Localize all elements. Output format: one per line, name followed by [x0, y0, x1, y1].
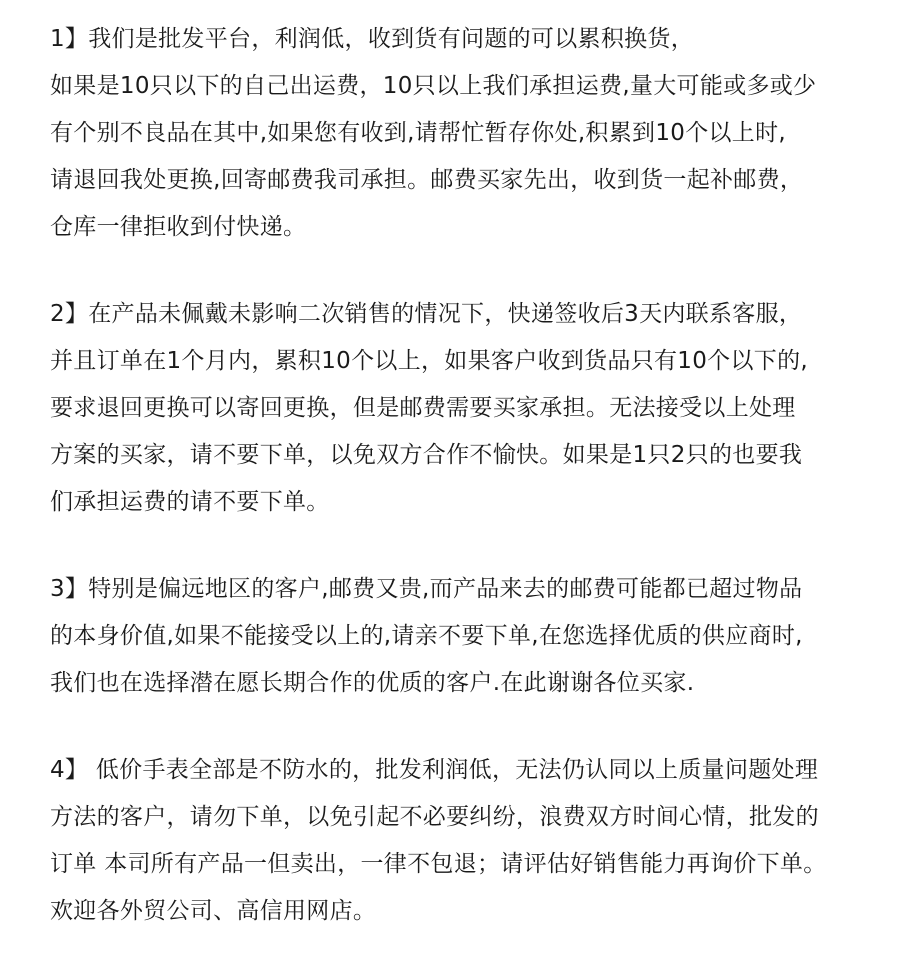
policy-paragraph-3	[50, 566, 890, 707]
paragraph-line: 3】特别是偏远地区的客户,邮费又贵,而产品来去的邮费可能都已超过物品	[50, 576, 803, 602]
paragraph-line: 方法的客户，请勿下单，以免引起不必要纠纷，浪费双方时间心情，批发的	[50, 804, 819, 830]
paragraph-line: 4】 低价手表全部是不防水的，批发利润低，无法仍认同以上质量问题处理	[50, 757, 819, 783]
paragraph-line: 2】在产品未佩戴未影响二次销售的情况下，快递签收后3天内联系客服，	[50, 301, 803, 327]
paragraph-line: 有个别不良品在其中,如果您有收到,请帮忙暂存你处,积累到10个以上时,	[50, 120, 787, 146]
paragraph-line: 仓库一律拒收到付快递。	[50, 214, 307, 240]
paragraph-line: 订单 本司所有产品一但卖出，一律不包退；请评估好销售能力再询价下单。	[50, 851, 827, 877]
paragraph-line: 如果是10只以下的自己出运费，10只以上我们承担运费,量大可能或多或少	[50, 73, 817, 99]
paragraph-line: 请退回我处更换,回寄邮费我司承担。邮费买家先出，收到货一起补邮费，	[50, 167, 804, 193]
paragraph-line: 们承担运费的请不要下单。	[50, 489, 330, 515]
paragraph-line: 要求退回更换可以寄回更换，但是邮费需要买家承担。无法接受以上处理	[50, 395, 796, 421]
policy-paragraph-2	[50, 291, 890, 526]
paragraph-line: 的本身价值,如果不能接受以上的,请亲不要下单,在您选择优质的供应商时,	[50, 623, 803, 649]
paragraph-line: 欢迎各外贸公司、高信用网店。	[50, 898, 377, 924]
policy-paragraph-1	[50, 16, 890, 251]
paragraph-line: 并且订单在1个月内，累积10个以上，如果客户收到货品只有10个以下的,	[50, 348, 808, 374]
policy-paragraph-4	[50, 747, 890, 935]
paragraph-line: 我们也在选择潜在愿长期合作的优质的客户.在此谢谢各位买家.	[50, 670, 695, 696]
paragraph-line: 1】我们是批发平台，利润低，收到货有问题的可以累积换货，	[50, 26, 695, 52]
paragraph-line: 方案的买家，请不要下单，以免双方合作不愉快。如果是1只2只的也要我	[50, 442, 803, 468]
policy-document	[50, 16, 890, 975]
